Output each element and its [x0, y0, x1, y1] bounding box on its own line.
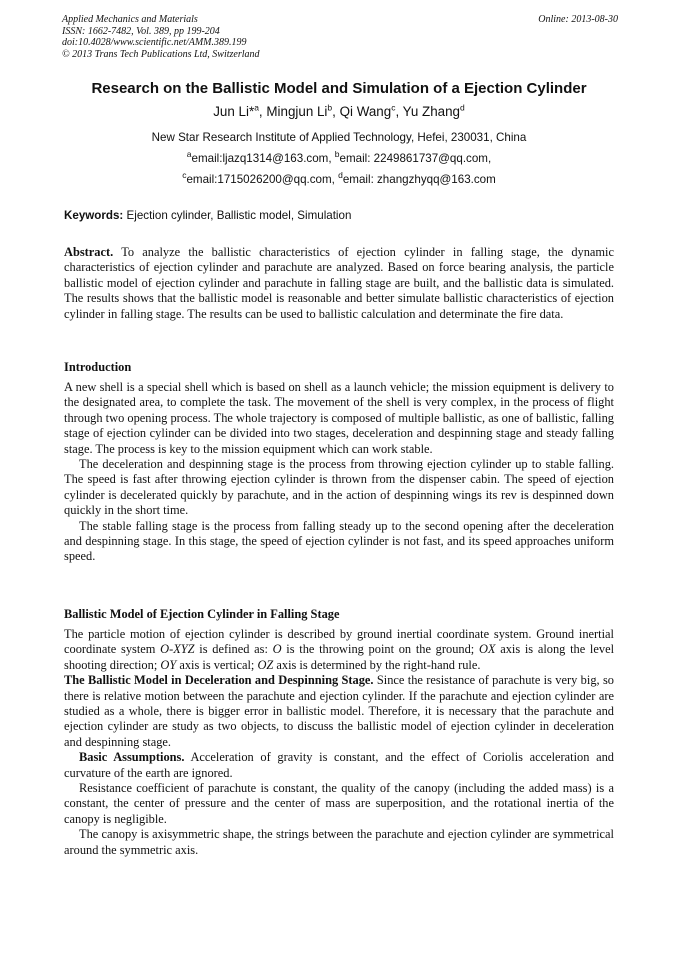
math-symbol: O [272, 642, 282, 657]
abstract [64, 245, 614, 322]
introduction-section [64, 380, 614, 565]
math-symbol: OY [160, 657, 177, 672]
text-run: axis is vertical; [176, 657, 258, 672]
email-marker: c [182, 170, 187, 181]
run-in-heading: Basic Assumptions. [79, 750, 185, 765]
text-run: Acceleration of gravity is constant, and the effect of Coriolis acceleration and curvature of the earth are ignored. [64, 750, 614, 780]
math-symbol: O-XYZ [160, 642, 195, 657]
text-run: The particle motion of ejection cylinder is described by ground inertial coordinate system. Ground inertial coordinate system [64, 627, 614, 657]
paragraph: The stable falling stage is the process from falling steady up to the second opening after the deceleration and despinning stage. In this stage, the speed of ejection cylinder is not fast, and its speed approaches uniform speed. [64, 518, 614, 564]
paragraph: The canopy is axisymmetric shape, the strings between the parachute and ejection cylinder are symmetrical around the symmetric axis. [64, 827, 614, 857]
abstract-label: Abstract. [64, 245, 114, 259]
author-list [0, 103, 678, 121]
abstract-paragraph [64, 245, 614, 322]
author-separator: , [258, 104, 267, 119]
ballistic-model-section [64, 627, 614, 858]
paragraph [64, 627, 614, 673]
journal-name: Applied Mechanics and Materials [62, 14, 198, 25]
author-marker: b [327, 102, 333, 113]
text-run: axis is along the level shooting direction; [64, 642, 615, 672]
affiliation: New Star Research Institute of Applied Technology, Hefei, 230031, China [151, 131, 527, 144]
paragraph [64, 750, 614, 781]
email-separator: , [487, 152, 492, 165]
email-line [0, 151, 678, 167]
text-run: is defined as: [194, 642, 273, 657]
paper-title: Research on the Ballistic Model and Simulation of a Ejection Cylinder [91, 80, 587, 97]
email-separator: , [331, 173, 339, 186]
math-symbol: OZ [257, 657, 274, 672]
paragraph [64, 673, 614, 750]
section-heading-ballistic-model: Ballistic Model of Ejection Cylinder in Falling Stage [64, 607, 340, 621]
email-marker: a [186, 149, 192, 160]
issn-line: ISSN: 1662-7482, Vol. 389, pp 199-204 [62, 25, 220, 37]
abstract-text: To analyze the ballistic characteristics of ejection cylinder in falling stage, the dynamic characteristics of ejection cylinder and parachute are analyzed. Based on force bearing analysis, the particle ballistic model of ejection cylinder and parachute in falling stage are built, and the ballistic data is simulated. The results shows that the ballistic model is reasonable and better simulate ballistic characteristics of ejection cylinder in falling stage. The results can be used to ballistic calculation and determinate the fire data. [64, 245, 615, 321]
email-line [0, 172, 678, 188]
keywords-label: Keywords: [64, 209, 124, 222]
author-name: Yu Zhang [402, 104, 461, 119]
author-name: Qi Wang [339, 104, 392, 119]
keywords-text: Ejection cylinder, Ballistic model, Simulation [126, 209, 352, 222]
author-marker: a [254, 102, 259, 113]
math-symbol: OX [478, 642, 496, 657]
text-run: is the throwing point on the ground; [281, 642, 479, 657]
paragraph: Resistance coefficient of parachute is constant, the quality of the canopy (including the added mass) is a constant, the center of pressure and the center of mass are superposition, and the rotational inertia of the canopy is negligible. [64, 781, 614, 826]
email-marker: d [338, 170, 343, 181]
email-address: email:ljazq1314@163.com [191, 152, 329, 165]
email-address: email: 2249861737@qq.com [339, 152, 488, 165]
author-marker: d [460, 102, 465, 113]
author-name: Mingjun Li [266, 104, 328, 119]
email-address: email: zhangzhyqq@163.com [342, 173, 496, 186]
email-marker: b [334, 149, 340, 160]
online-date: Online: 2013-08-30 [538, 14, 618, 25]
author-marker: c [391, 102, 396, 113]
journal-header [62, 14, 618, 60]
email-separator: , [328, 152, 335, 165]
keywords [64, 208, 616, 223]
run-in-heading: The Ballistic Model in Deceleration and Despinning Stage. [64, 673, 374, 688]
section-heading-introduction: Introduction [64, 360, 132, 374]
email-address: email:1715026200@qq.com [186, 173, 332, 186]
text-run: axis is determined by the right-hand rule. [273, 657, 481, 672]
paragraph: A new shell is a special shell which is based on shell as a launch vehicle; the mission equipment is delivery to the designated area, to complete the task. The movement of the shell is very complex, in the process of flight through two opening process. The whole trajectory is composed of multiple ballistic, as one of ballistic, falling stage of ejection cylinder can be divided into two stages, deceleration and despinning stage and steady falling stage. The process is key to the mission equipment which can work stable. [64, 380, 614, 456]
author-name: Jun Li* [213, 104, 255, 119]
author-separator: , [395, 104, 403, 119]
text-run: Since the resistance of parachute is very big, so there is relative motion between the parachute and ejection cylinder. If the parachute and ejection cylinder are studied as a whole, there is bigger error in ballistic model. Therefore, it is necessary that the parachute and ejection cylinder are study as two objects, to discuss the ballistic model of ejection cylinder in deceleration and despinning stage. [64, 673, 614, 749]
paragraph: The deceleration and despinning stage is the process from throwing ejection cylinder up to stable falling. The speed is fast after throwing ejection cylinder is thrown from the dispenser cabin. The speed of ejection cylinder is decelerated quickly by parachute, and in the action of despinning wings its rev is despinned down quickly in the short time. [64, 457, 614, 518]
copyright-line: © 2013 Trans Tech Publications Ltd, Switzerland [62, 48, 260, 60]
doi-line: doi:10.4028/www.scientific.net/AMM.389.199 [62, 37, 247, 49]
author-separator: , [332, 104, 340, 119]
